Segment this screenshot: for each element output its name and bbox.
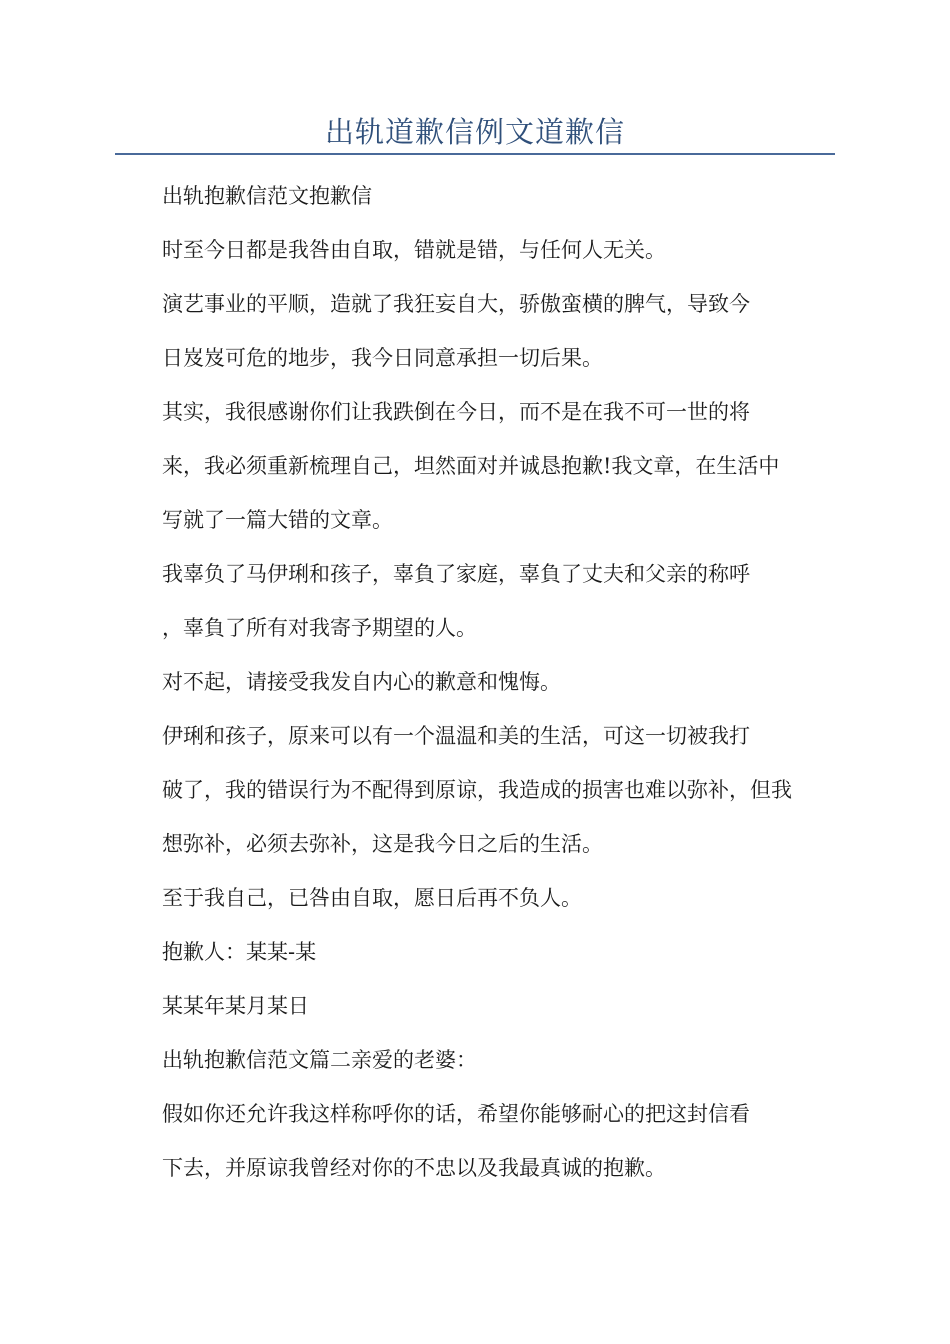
body-line: 写就了一篇大错的文章。 (162, 508, 393, 532)
body-line: 下去，并原谅我曾经对你的不忠以及我最真诚的抱歉。 (162, 1156, 666, 1180)
body-line: 至于我自己，已咎由自取，愿日后再不负人。 (162, 886, 582, 910)
body-line: 我辜负了马伊琍和孩子，辜負了家庭，辜負了丈夫和父亲的称呼 (162, 562, 750, 586)
body-line: 时至今日都是我咎由自取，错就是错，与任何人无关。 (162, 238, 666, 262)
body-line: 日岌岌可危的地步，我今日同意承担一切后果。 (162, 346, 603, 370)
body-line: 破了，我的错误行为不配得到原谅，我造成的损害也难以弥补，但我 (162, 778, 792, 802)
body-line: 来，我必须重新梳理自己，坦然面对并诚恳抱歉!我文章，在生活中 (162, 454, 780, 478)
body-line: 伊琍和孩子，原来可以有一个温温和美的生活，可这一切被我打 (162, 724, 750, 748)
body-line: 出轨抱歉信范文抱歉信 (162, 184, 372, 208)
body-line: 假如你还允许我这样称呼你的话，希望你能够耐心的把这封信看 (162, 1102, 750, 1126)
body-line: ，辜負了所有对我寄予期望的人。 (162, 616, 477, 640)
document-title: 出轨道歉信例文道歉信 (324, 115, 625, 149)
body-line: 抱歉人：某某-某 (162, 940, 317, 964)
title-underline (115, 153, 835, 155)
body-line: 某某年某月某日 (162, 994, 309, 1018)
body-line: 出轨抱歉信范文篇二亲爱的老婆： (162, 1048, 477, 1072)
body-line: 其实，我很感谢你们让我跌倒在今日，而不是在我不可一世的将 (162, 400, 750, 424)
document-body (162, 176, 842, 1202)
body-line: 演艺事业的平顺，造就了我狂妄自大，骄傲蛮横的脾气，导致今 (162, 292, 750, 316)
body-line: 对不起，请接受我发自内心的歉意和愧悔。 (162, 670, 561, 694)
body-line: 想弥补，必须去弥补，这是我今日之后的生活。 (162, 832, 603, 856)
